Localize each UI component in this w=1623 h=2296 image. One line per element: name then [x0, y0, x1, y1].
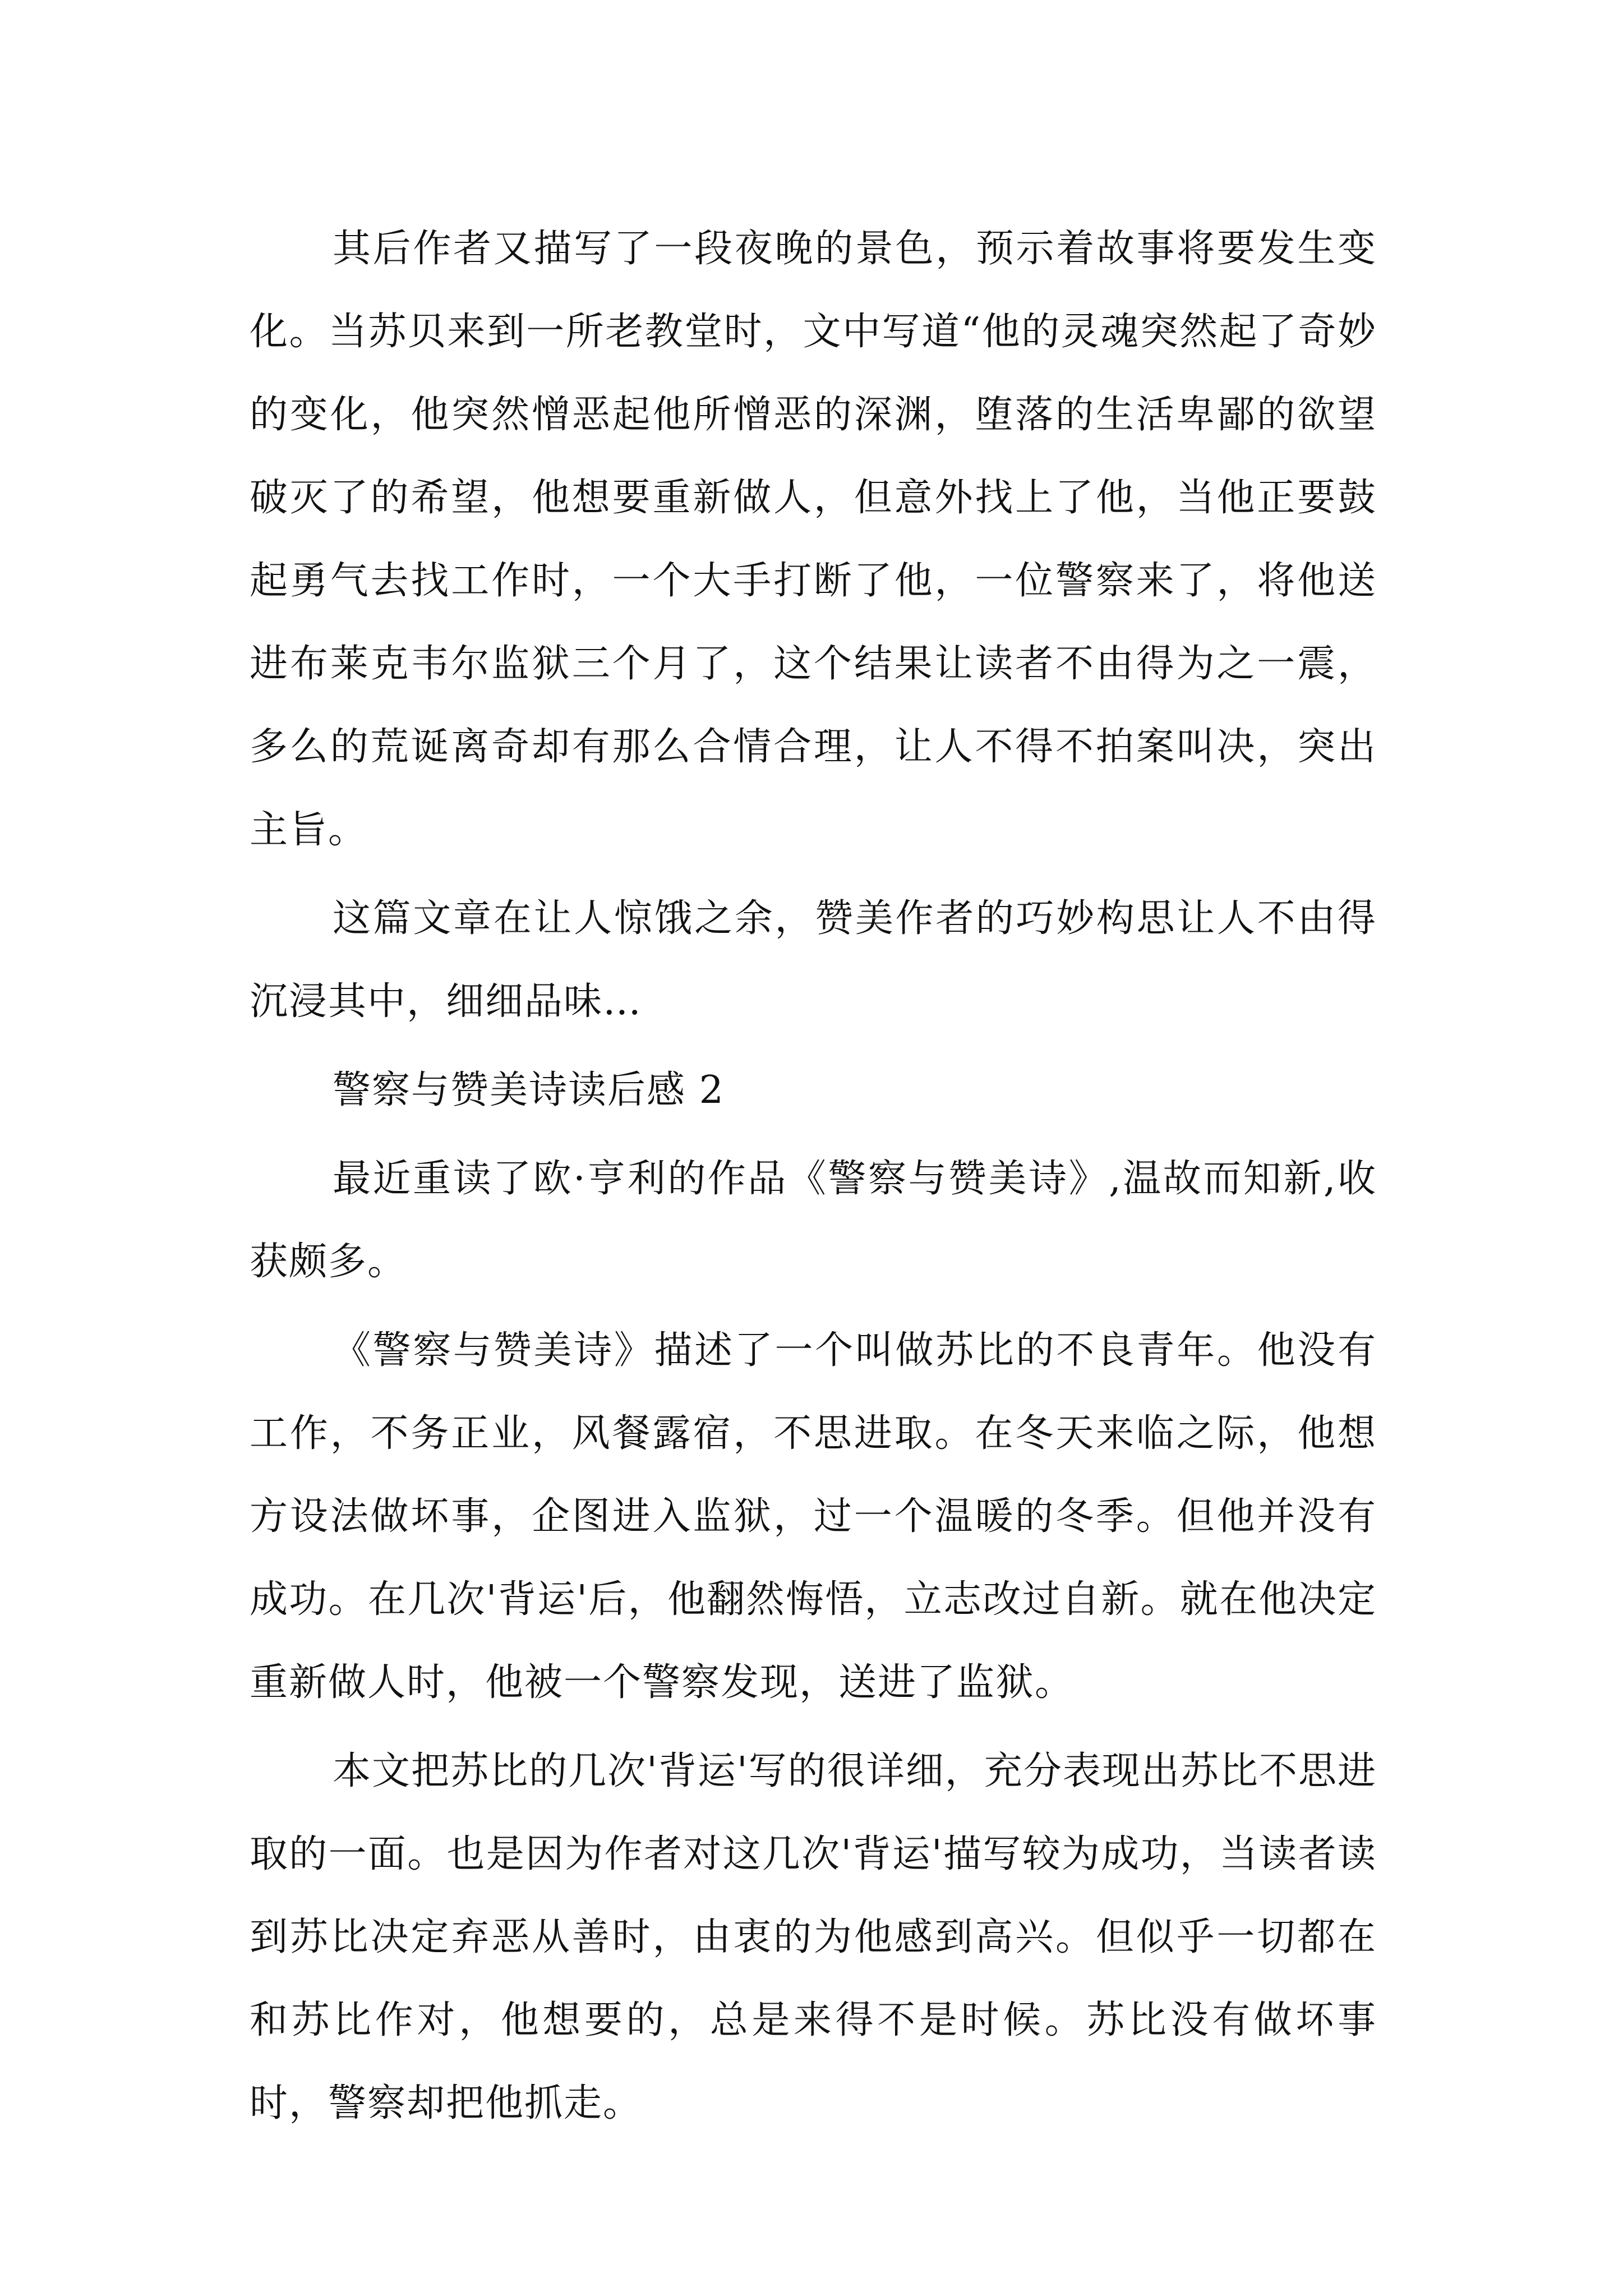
section-heading: 警察与赞美诗读后感 2 — [333, 1068, 725, 1112]
paragraph-analysis: 本文把苏比的几次'背运'写的很详细，充分表现出苏比不思进取的一面。也是因为作者对这几次'背运'描写较为成功，当读者读到苏比决定弃恶从善时，由衷的为他感到高兴。但似乎一切都在和苏比作对，他想要的，总是来得不是时候。苏比没有做坏事时，警察却把他抓走。 — [250, 1749, 1377, 2125]
document-body — [250, 208, 1377, 2151]
paragraph-story-climax: 其后作者又描写了一段夜晚的景色，预示着故事将要发生变化。当苏贝来到一所老教堂时，文中写道“他的灵魂突然起了奇妙的变化，他突然憎恶起他所憎恶的深渊，堕落的生活卑鄙的欲望破灭了的希望，他想要重新做人，但意外找上了他，当他正要鼓起勇气去找工作时，一个大手打断了他，一位警察来了，将他送进布莱克韦尔监狱三个月了，这个结果让读者不由得为之一震，多么的荒诞离奇却有那么合情合理，让人不得不拍案叫决，突出主旨。 — [250, 227, 1377, 852]
paragraph-appreciation: 这篇文章在让人惊饿之余，赞美作者的巧妙构思让人不由得沉浸其中，细细品味… — [250, 896, 1377, 1024]
paragraph-summary: 《警察与赞美诗》描述了一个叫做苏比的不良青年。他没有工作，不务正业，风餐露宿，不思进取。在冬天来临之际，他想方设法做坏事，企图进入监狱，过一个温暖的冬季。但他并没有成功。在几次'背运'后，他翻然悔悟，立志改过自新。就在他决定重新做人时，他被一个警察发现，送进了监狱。 — [250, 1328, 1377, 1705]
paragraph-intro: 最近重读了欧·亨利的作品《警察与赞美诗》,温故而知新,收获颇多。 — [250, 1157, 1377, 1284]
